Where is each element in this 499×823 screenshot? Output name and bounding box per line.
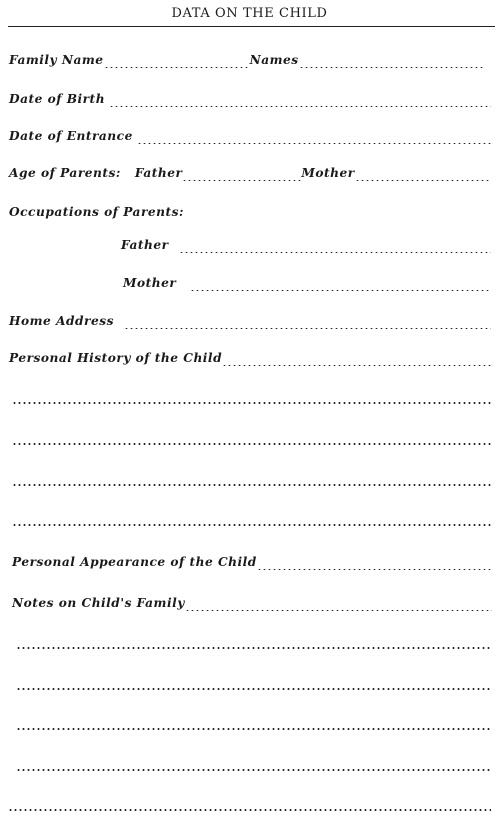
occupation-mother-field[interactable] bbox=[190, 290, 491, 291]
notes-family-line[interactable] bbox=[16, 769, 491, 771]
family-name-row bbox=[9, 53, 484, 71]
personal-history-line[interactable] bbox=[12, 524, 491, 526]
names-field[interactable] bbox=[299, 67, 484, 68]
date-of-entrance-field[interactable] bbox=[137, 143, 491, 144]
notes-family-field[interactable] bbox=[185, 610, 492, 611]
personal-appearance-field[interactable] bbox=[257, 569, 492, 570]
home-address-row bbox=[9, 314, 491, 332]
age-of-parents-row bbox=[9, 166, 490, 184]
occupation-mother-label: Mother bbox=[123, 276, 177, 290]
date-of-entrance-row bbox=[9, 129, 491, 147]
mother-age-label: Mother bbox=[301, 166, 355, 180]
notes-family-line[interactable] bbox=[16, 647, 491, 649]
form-title: DATA ON THE CHILD bbox=[171, 6, 328, 21]
occupations-label: Occupations of Parents: bbox=[9, 205, 184, 219]
date-of-birth-field[interactable] bbox=[109, 106, 491, 107]
title-rule bbox=[8, 26, 495, 27]
occupation-father-row bbox=[121, 238, 491, 256]
age-of-parents-label: Age of Parents: bbox=[9, 166, 121, 180]
home-address-field[interactable] bbox=[124, 328, 491, 329]
date-of-birth-row bbox=[9, 92, 491, 110]
notes-family-line[interactable] bbox=[16, 688, 491, 690]
father-age-label: Father bbox=[134, 166, 183, 180]
family-name-label: Family Name bbox=[9, 53, 104, 67]
personal-history-line[interactable] bbox=[12, 484, 491, 486]
personal-appearance-row bbox=[12, 555, 492, 573]
personal-history-row bbox=[9, 351, 491, 369]
notes-family-label: Notes on Child's Family bbox=[12, 596, 185, 610]
names-label: Names bbox=[249, 53, 299, 67]
personal-history-line[interactable] bbox=[12, 402, 491, 404]
notes-family-line[interactable] bbox=[8, 809, 491, 811]
occupation-father-label: Father bbox=[121, 238, 169, 252]
mother-age-field[interactable] bbox=[355, 180, 490, 181]
occupations-row bbox=[9, 205, 184, 223]
notes-family-line[interactable] bbox=[16, 728, 491, 730]
date-of-birth-label: Date of Birth bbox=[9, 92, 106, 106]
home-address-label: Home Address bbox=[9, 314, 114, 328]
personal-appearance-label: Personal Appearance of the Child bbox=[12, 555, 257, 569]
notes-family-row bbox=[12, 596, 492, 614]
date-of-entrance-label: Date of Entrance bbox=[9, 129, 133, 143]
occupation-father-field[interactable] bbox=[179, 252, 491, 253]
personal-history-field[interactable] bbox=[222, 365, 491, 366]
occupation-mother-row bbox=[123, 276, 491, 294]
personal-history-line[interactable] bbox=[12, 443, 491, 445]
personal-history-label: Personal History of the Child bbox=[9, 351, 223, 365]
father-age-field[interactable] bbox=[182, 180, 301, 181]
family-name-field[interactable] bbox=[104, 67, 250, 68]
